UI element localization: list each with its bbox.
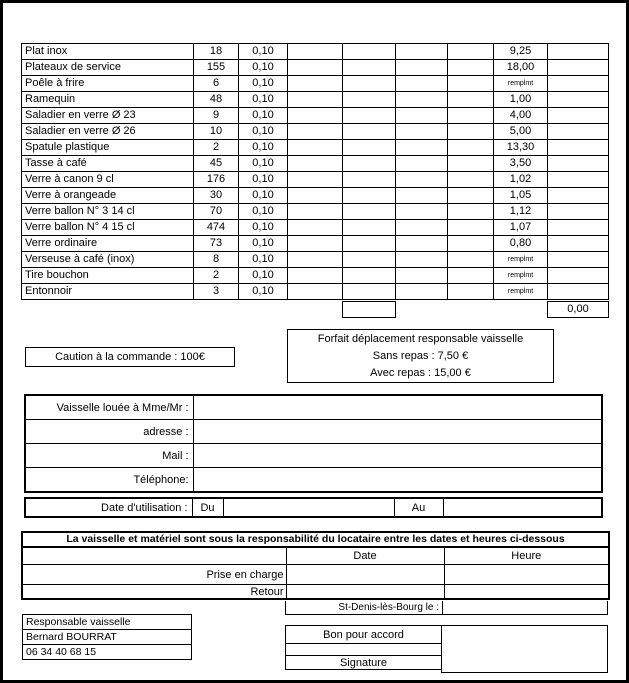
entry-cell[interactable] xyxy=(548,204,609,220)
usage-dates-row xyxy=(24,497,603,518)
item-rate-cell: 0,10 xyxy=(239,76,288,92)
entry-cell[interactable] xyxy=(396,156,448,172)
item-price-cell: remplmt xyxy=(494,284,548,300)
renter-address-label: adresse : xyxy=(25,420,193,444)
item-qty-cell: 10 xyxy=(194,124,239,140)
retour-label: Retour xyxy=(22,585,286,600)
entry-cell[interactable] xyxy=(288,188,343,204)
entry-cell[interactable] xyxy=(396,252,448,268)
total-box: 0,00 xyxy=(547,301,609,318)
prise-en-charge-heure-field[interactable] xyxy=(444,565,609,585)
table-row xyxy=(22,204,609,220)
bon-pour-accord-label: Bon pour accord xyxy=(286,626,442,644)
entry-cell[interactable] xyxy=(343,252,396,268)
forfait-title: Forfait déplacement responsable vaisselle xyxy=(317,333,524,345)
item-qty-cell: 30 xyxy=(194,188,239,204)
date-from-label: Du xyxy=(192,498,223,517)
entry-cell[interactable] xyxy=(288,172,343,188)
renter-name-field[interactable] xyxy=(193,395,602,420)
signature-spacer-cell xyxy=(286,644,442,656)
entry-cell[interactable] xyxy=(396,204,448,220)
item-rate-cell: 0,10 xyxy=(239,60,288,76)
below-table-empty-box[interactable] xyxy=(342,301,396,318)
item-name-cell: Saladier en verre Ø 26 xyxy=(22,124,194,140)
table-row xyxy=(22,220,609,236)
table-row xyxy=(22,92,609,108)
item-qty-cell: 70 xyxy=(194,204,239,220)
entry-cell[interactable] xyxy=(343,108,396,124)
prise-en-charge-date-field[interactable] xyxy=(286,565,444,585)
item-price-cell: 18,00 xyxy=(494,60,548,76)
entry-cell[interactable] xyxy=(548,236,609,252)
responsibility-table xyxy=(21,531,610,600)
responsable-box xyxy=(22,614,192,660)
caution-box: Caution à la commande : 100€ xyxy=(25,347,235,367)
item-qty-cell: 8 xyxy=(194,252,239,268)
entry-cell[interactable] xyxy=(396,60,448,76)
entry-cell[interactable] xyxy=(448,204,494,220)
entry-cell[interactable] xyxy=(343,60,396,76)
entry-cell[interactable] xyxy=(343,76,396,92)
responsable-title: Responsable vaisselle xyxy=(23,615,192,630)
renter-row-address xyxy=(25,420,602,444)
item-qty-cell: 474 xyxy=(194,220,239,236)
item-rate-cell: 0,10 xyxy=(239,172,288,188)
entry-cell[interactable] xyxy=(548,268,609,284)
item-name-cell: Poêle à frire xyxy=(22,76,194,92)
responsibility-empty-header xyxy=(22,547,286,565)
entry-cell[interactable] xyxy=(396,268,448,284)
entry-cell[interactable] xyxy=(396,108,448,124)
date-to-label: Au xyxy=(394,498,443,517)
entry-cell[interactable] xyxy=(396,92,448,108)
table-row xyxy=(22,108,609,124)
entry-cell[interactable] xyxy=(396,76,448,92)
entry-cell[interactable] xyxy=(548,44,609,60)
item-rate-cell: 0,10 xyxy=(239,188,288,204)
table-row xyxy=(22,188,609,204)
entry-cell[interactable] xyxy=(548,188,609,204)
entry-cell[interactable] xyxy=(448,220,494,236)
item-price-cell: 1,12 xyxy=(494,204,548,220)
item-price-cell: 13,30 xyxy=(494,140,548,156)
renter-form xyxy=(24,394,603,493)
item-price-cell: 1,00 xyxy=(494,92,548,108)
date-from-field[interactable] xyxy=(223,498,394,517)
entry-cell[interactable] xyxy=(448,188,494,204)
item-qty-cell: 18 xyxy=(194,44,239,60)
forfait-avec-repas: Avec repas : 15,00 € xyxy=(370,367,471,379)
entry-cell[interactable] xyxy=(288,44,343,60)
item-name-cell: Spatule plastique xyxy=(22,140,194,156)
entry-cell[interactable] xyxy=(288,220,343,236)
item-name-cell: Verre à orangeade xyxy=(22,188,194,204)
entry-cell[interactable] xyxy=(343,172,396,188)
item-price-cell: 3,50 xyxy=(494,156,548,172)
entry-cell[interactable] xyxy=(548,156,609,172)
item-qty-cell: 2 xyxy=(194,140,239,156)
table-row xyxy=(22,268,609,284)
signature-labels xyxy=(285,625,442,670)
entry-cell[interactable] xyxy=(288,140,343,156)
place-date-label: St-Denis-lès-Bourg le : xyxy=(285,601,443,615)
entry-cell[interactable] xyxy=(448,156,494,172)
table-row xyxy=(22,44,609,60)
table-row xyxy=(22,124,609,140)
entry-cell[interactable] xyxy=(396,188,448,204)
item-name-cell: Tire bouchon xyxy=(22,268,194,284)
item-name-cell: Verre ballon N° 4 15 cl xyxy=(22,220,194,236)
item-name-cell: Entonnoir xyxy=(22,284,194,300)
renter-row-name xyxy=(25,395,602,420)
entry-cell[interactable] xyxy=(288,284,343,300)
entry-cell[interactable] xyxy=(548,252,609,268)
entry-cell[interactable] xyxy=(548,220,609,236)
entry-cell[interactable] xyxy=(396,140,448,156)
entry-cell[interactable] xyxy=(548,124,609,140)
table-row xyxy=(22,284,609,300)
place-date-field[interactable] xyxy=(442,601,608,615)
item-rate-cell: 0,10 xyxy=(239,236,288,252)
entry-cell[interactable] xyxy=(343,92,396,108)
item-name-cell: Ramequin xyxy=(22,92,194,108)
item-price-cell: remplmt xyxy=(494,268,548,284)
entry-cell[interactable] xyxy=(396,44,448,60)
item-rate-cell: 0,10 xyxy=(239,44,288,60)
renter-address-field[interactable] xyxy=(193,420,602,444)
entry-cell[interactable] xyxy=(548,172,609,188)
entry-cell[interactable] xyxy=(343,188,396,204)
item-price-cell: remplmt xyxy=(494,252,548,268)
item-qty-cell: 176 xyxy=(194,172,239,188)
entry-cell[interactable] xyxy=(288,60,343,76)
item-qty-cell: 9 xyxy=(194,108,239,124)
renter-phone-field[interactable] xyxy=(193,468,602,493)
entry-cell[interactable] xyxy=(343,124,396,140)
item-rate-cell: 0,10 xyxy=(239,140,288,156)
responsibility-title: La vaisselle et matériel sont sous la responsabilité du locataire entre les dates et heures ci-dessous xyxy=(22,532,609,547)
entry-cell[interactable] xyxy=(548,76,609,92)
table-row xyxy=(22,236,609,252)
table-row xyxy=(22,140,609,156)
entry-cell[interactable] xyxy=(548,140,609,156)
entry-cell[interactable] xyxy=(548,108,609,124)
entry-cell[interactable] xyxy=(448,76,494,92)
item-qty-cell: 3 xyxy=(194,284,239,300)
item-rate-cell: 0,10 xyxy=(239,252,288,268)
table-row xyxy=(22,76,609,92)
entry-cell[interactable] xyxy=(288,268,343,284)
item-price-cell: remplmt xyxy=(494,76,548,92)
item-name-cell: Verre ordinaire xyxy=(22,236,194,252)
item-rate-cell: 0,10 xyxy=(239,220,288,236)
entry-cell[interactable] xyxy=(396,124,448,140)
entry-cell[interactable] xyxy=(343,236,396,252)
entry-cell[interactable] xyxy=(448,140,494,156)
entry-cell[interactable] xyxy=(343,204,396,220)
date-column-header: Date xyxy=(286,547,444,565)
date-to-field[interactable] xyxy=(443,498,602,517)
item-price-cell: 4,00 xyxy=(494,108,548,124)
entry-cell[interactable] xyxy=(288,204,343,220)
item-rate-cell: 0,10 xyxy=(239,92,288,108)
table-row xyxy=(22,156,609,172)
item-rate-cell: 0,10 xyxy=(239,284,288,300)
entry-cell[interactable] xyxy=(343,140,396,156)
entry-cell[interactable] xyxy=(343,156,396,172)
item-name-cell: Verre à canon 9 cl xyxy=(22,172,194,188)
renter-name-label: Vaisselle louée à Mme/Mr : xyxy=(25,395,193,420)
renter-row-phone xyxy=(25,468,602,493)
entry-cell[interactable] xyxy=(288,124,343,140)
entry-cell[interactable] xyxy=(448,284,494,300)
entry-cell[interactable] xyxy=(288,108,343,124)
entry-cell[interactable] xyxy=(343,44,396,60)
forfait-sans-repas: Sans repas : 7,50 € xyxy=(372,350,469,362)
item-qty-cell: 2 xyxy=(194,268,239,284)
entry-cell[interactable] xyxy=(448,108,494,124)
entry-cell[interactable] xyxy=(396,172,448,188)
item-qty-cell: 73 xyxy=(194,236,239,252)
item-price-cell: 5,00 xyxy=(494,124,548,140)
item-price-cell: 9,25 xyxy=(494,44,548,60)
signature-area[interactable] xyxy=(441,625,608,673)
item-rate-cell: 0,10 xyxy=(239,204,288,220)
item-price-cell: 0,80 xyxy=(494,236,548,252)
entry-cell[interactable] xyxy=(548,60,609,76)
entry-cell[interactable] xyxy=(448,44,494,60)
entry-cell[interactable] xyxy=(448,92,494,108)
retour-heure-field[interactable] xyxy=(444,585,609,600)
entry-cell[interactable] xyxy=(396,236,448,252)
item-name-cell: Verre ballon N° 3 14 cl xyxy=(22,204,194,220)
entry-cell[interactable] xyxy=(288,156,343,172)
item-qty-cell: 45 xyxy=(194,156,239,172)
entry-cell[interactable] xyxy=(343,268,396,284)
table-row xyxy=(22,172,609,188)
item-rate-cell: 0,10 xyxy=(239,268,288,284)
entry-cell[interactable] xyxy=(288,92,343,108)
entry-cell[interactable] xyxy=(343,220,396,236)
retour-date-field[interactable] xyxy=(286,585,444,600)
entry-cell[interactable] xyxy=(448,268,494,284)
renter-mail-label: Mail : xyxy=(25,444,193,468)
inventory-table xyxy=(21,43,609,300)
item-rate-cell: 0,10 xyxy=(239,124,288,140)
item-name-cell: Plateaux de service xyxy=(22,60,194,76)
entry-cell[interactable] xyxy=(448,60,494,76)
item-price-cell: 1,02 xyxy=(494,172,548,188)
entry-cell[interactable] xyxy=(396,220,448,236)
entry-cell[interactable] xyxy=(343,284,396,300)
renter-phone-label: Téléphone: xyxy=(25,468,193,493)
heure-column-header: Heure xyxy=(444,547,609,565)
usage-dates-label: Date d'utilisation : xyxy=(25,498,192,517)
item-rate-cell: 0,10 xyxy=(239,108,288,124)
item-rate-cell: 0,10 xyxy=(239,156,288,172)
table-row xyxy=(22,252,609,268)
signature-label: Signature xyxy=(286,656,442,670)
item-qty-cell: 6 xyxy=(194,76,239,92)
entry-cell[interactable] xyxy=(448,172,494,188)
item-price-cell: 1,07 xyxy=(494,220,548,236)
entry-cell[interactable] xyxy=(448,236,494,252)
renter-mail-field[interactable] xyxy=(193,444,602,468)
prise-en-charge-label: Prise en charge xyxy=(22,565,286,585)
entry-cell[interactable] xyxy=(288,76,343,92)
entry-cell[interactable] xyxy=(448,252,494,268)
responsable-name: Bernard BOURRAT xyxy=(23,630,192,645)
entry-cell[interactable] xyxy=(288,252,343,268)
item-name-cell: Saladier en verre Ø 23 xyxy=(22,108,194,124)
entry-cell[interactable] xyxy=(448,124,494,140)
entry-cell[interactable] xyxy=(288,236,343,252)
entry-cell[interactable] xyxy=(548,284,609,300)
item-qty-cell: 155 xyxy=(194,60,239,76)
inventory-table-body xyxy=(22,44,609,300)
item-name-cell: Tasse à café xyxy=(22,156,194,172)
item-name-cell: Verseuse à café (inox) xyxy=(22,252,194,268)
responsable-phone: 06 34 40 68 15 xyxy=(23,645,192,660)
entry-cell[interactable] xyxy=(548,92,609,108)
renter-row-mail xyxy=(25,444,602,468)
item-price-cell: 1,05 xyxy=(494,188,548,204)
table-row xyxy=(22,60,609,76)
forfait-box xyxy=(287,329,554,383)
item-qty-cell: 48 xyxy=(194,92,239,108)
item-name-cell: Plat inox xyxy=(22,44,194,60)
entry-cell[interactable] xyxy=(396,284,448,300)
